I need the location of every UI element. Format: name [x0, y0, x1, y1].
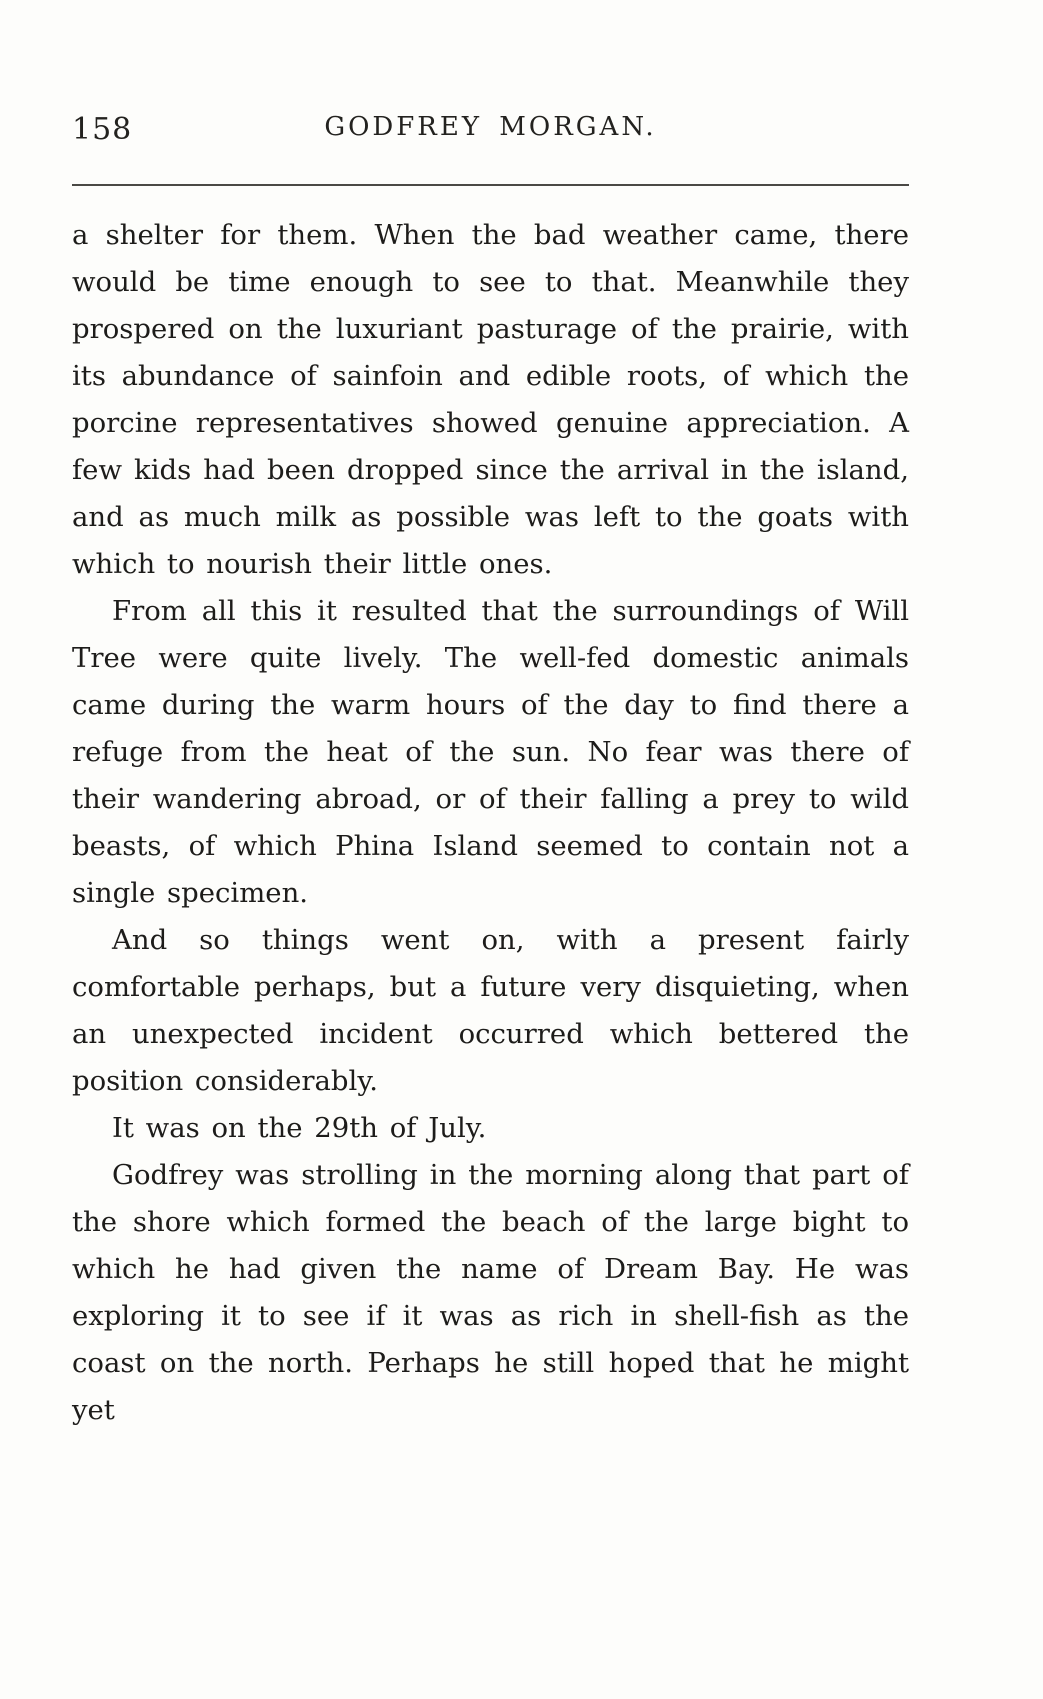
running-header: [0, 112, 1043, 152]
paragraph: a shelter for them. When the bad weather came, there would be time enough to see to that. Meanwhile they prospered on the luxuriant pasturage of the prairie, with its abundance of sainfoin and edible roots, of which the porcine representatives showed genuine appreciation. A few kids had been dropped since the arrival in the island, and as much milk as possible was left to the goats with which to nourish their little ones.: [72, 219, 909, 580]
header-rule: [72, 184, 909, 186]
running-title: GODFREY MORGAN.: [324, 112, 657, 142]
paragraph: From all this it resulted that the surroundings of Will Tree were quite lively. The well-fed domestic animals came during the warm hours of the day to find there a refuge from the heat of the sun. No fear was there of their wandering abroad, or of their falling a prey to wild beasts, of which Phina Island seemed to contain not a single specimen.: [72, 595, 909, 909]
paragraph: And so things went on, with a present fairly comfortable perhaps, but a future very disquieting, when an unexpected incident occurred which bettered the position considerably.: [72, 924, 909, 1097]
page-number: 158: [72, 112, 133, 147]
page-body: [0, 212, 1043, 1434]
paragraph: It was on the 29th of July.: [112, 1112, 487, 1144]
paragraph: Godfrey was strolling in the morning along that part of the shore which formed the beach of the large bight to which he had given the name of Dream Bay. He was exploring it to see if it was as rich in shell-fish as the coast on the north. Perhaps he still hoped that he might yet: [72, 1159, 909, 1426]
